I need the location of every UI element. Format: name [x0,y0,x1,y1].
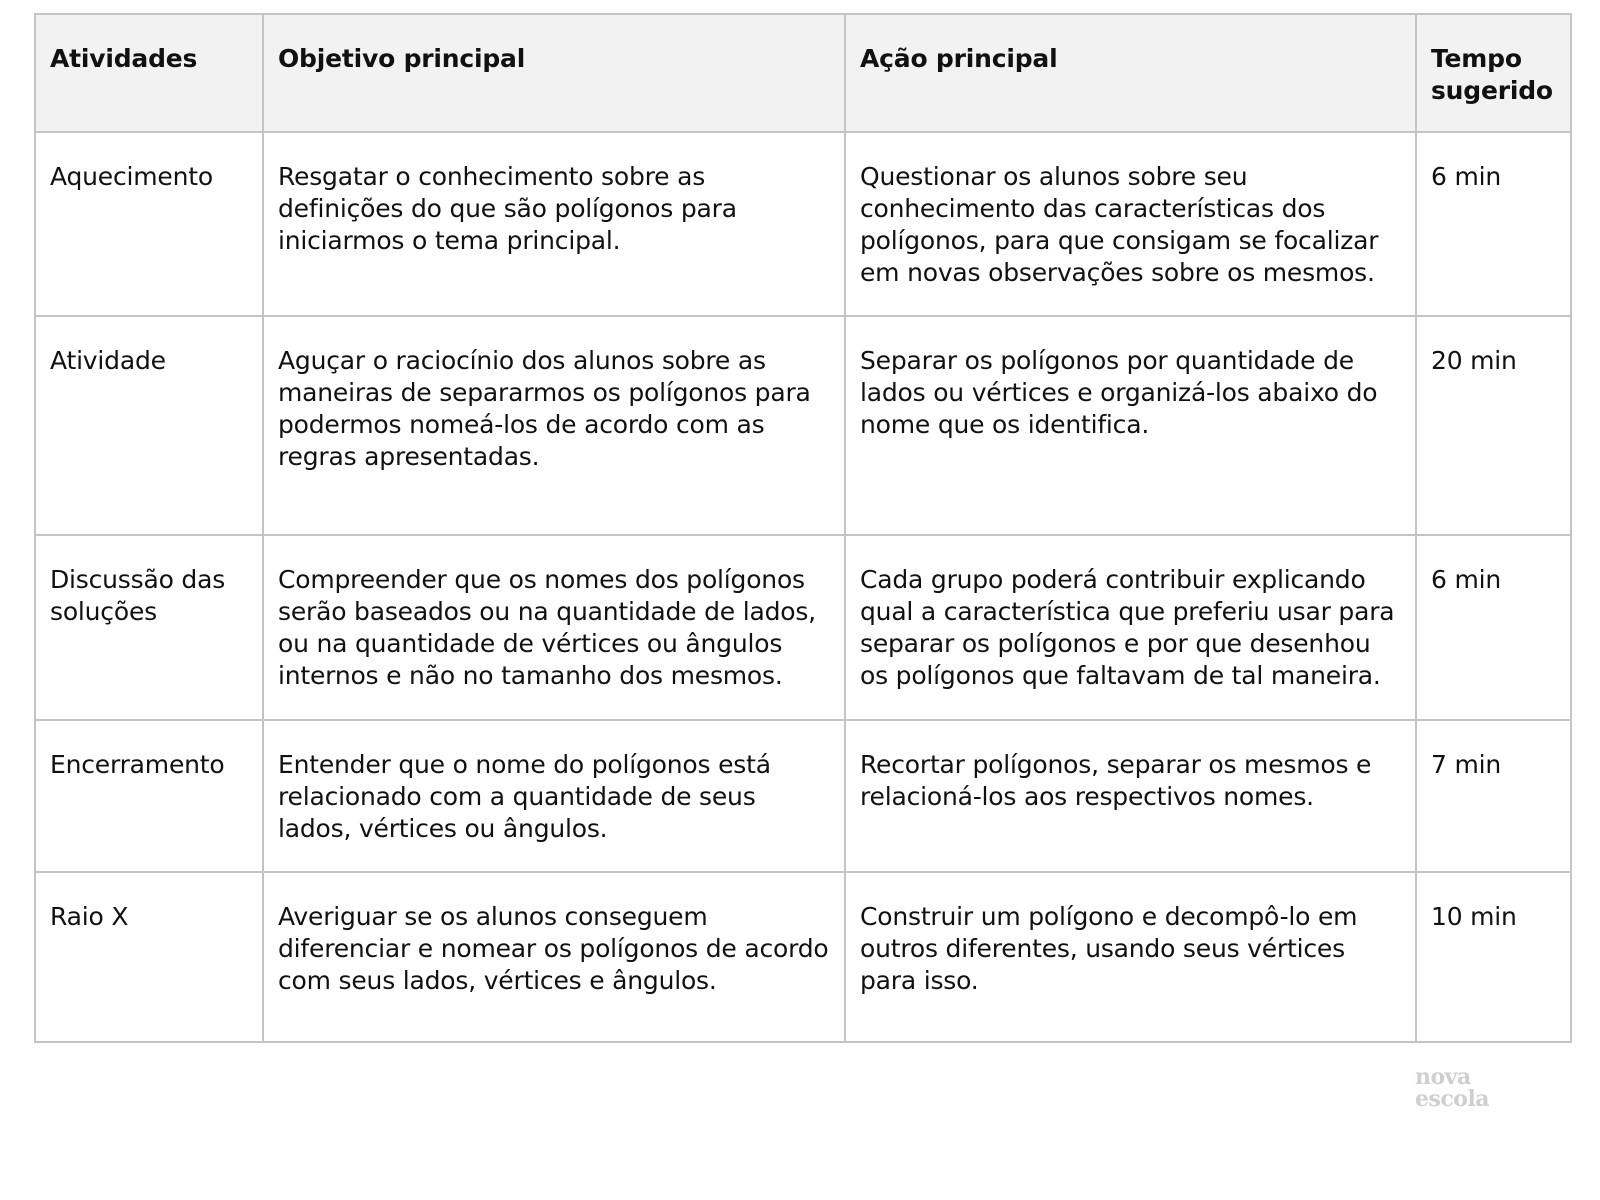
table-row [35,535,1571,720]
cell-acao: Separar os polígonos por quantidade de lados ou vértices e organizá-los abaixo do nome que os identifica. [845,316,1416,535]
nova-escola-logo [1415,1066,1489,1110]
cell-objetivo: Compreender que os nomes dos polígonos serão baseados ou na quantidade de lados, ou na quantidade de vértices ou ângulos internos e não no tamanho dos mesmos. [263,535,845,720]
cell-acao: Construir um polígono e decompô-lo em outros diferentes, usando seus vértices para isso. [845,872,1416,1042]
cell-tempo: 10 min [1416,872,1571,1042]
header-tempo-sugerido: Tempo sugerido [1416,14,1571,132]
logo-line-nova: nova [1415,1064,1471,1090]
header-objetivo-principal: Objetivo principal [263,14,845,132]
table-header-row [35,14,1571,132]
cell-acao: Questionar os alunos sobre seu conhecimento das características dos polígonos, para que consigam se focalizar em novas observações sobre os mesmos. [845,132,1416,316]
cell-tempo: 6 min [1416,535,1571,720]
header-acao-principal: Ação principal [845,14,1416,132]
cell-atividade: Raio X [35,872,263,1042]
cell-acao: Recortar polígonos, separar os mesmos e relacioná-los aos respectivos nomes. [845,720,1416,872]
cell-objetivo: Averiguar se os alunos conseguem diferenciar e nomear os polígonos de acordo com seus lados, vértices e ângulos. [263,872,845,1042]
table-row [35,720,1571,872]
cell-atividade: Encerramento [35,720,263,872]
cell-atividade: Atividade [35,316,263,535]
cell-atividade: Discussão das soluções [35,535,263,720]
lesson-plan-table [34,13,1572,1043]
cell-tempo: 6 min [1416,132,1571,316]
cell-acao: Cada grupo poderá contribuir explicando qual a característica que preferiu usar para separar os polígonos e por que desenhou os polígonos que faltavam de tal maneira. [845,535,1416,720]
cell-tempo: 7 min [1416,720,1571,872]
table-row [35,132,1571,316]
header-atividades: Atividades [35,14,263,132]
logo-line-escola: escola [1415,1086,1490,1112]
cell-objetivo: Aguçar o raciocínio dos alunos sobre as maneiras de separarmos os polígonos para podermos nomeá-los de acordo com as regras apresentadas. [263,316,845,535]
cell-objetivo: Resgatar o conhecimento sobre as definições do que são polígonos para iniciarmos o tema principal. [263,132,845,316]
cell-tempo: 20 min [1416,316,1571,535]
cell-objetivo: Entender que o nome do polígonos está relacionado com a quantidade de seus lados, vértices ou ângulos. [263,720,845,872]
cell-atividade: Aquecimento [35,132,263,316]
table-row [35,316,1571,535]
table-row [35,872,1571,1042]
